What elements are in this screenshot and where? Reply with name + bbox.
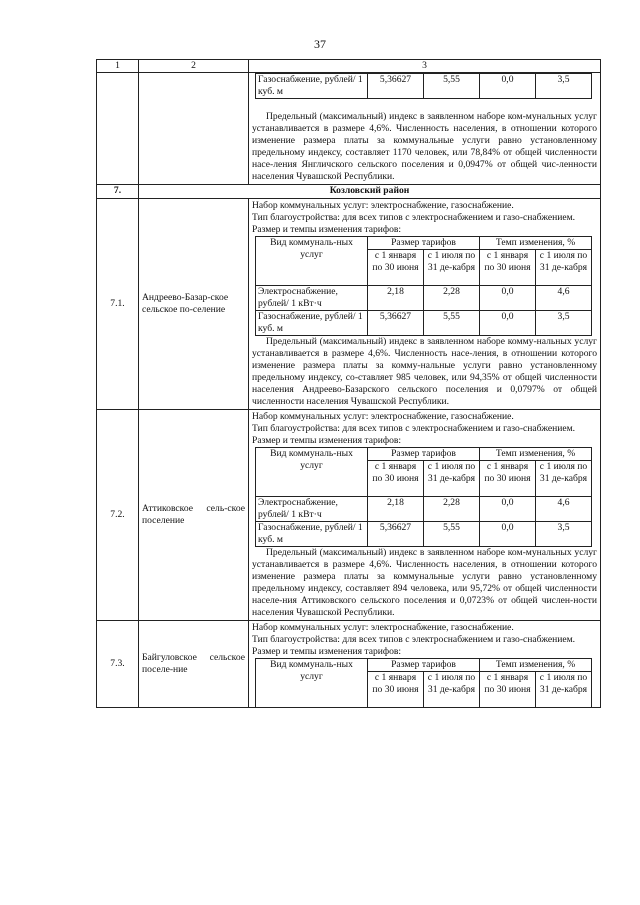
services-set: Набор коммунальных услуг: электроснабжение, газоснабжение. [252, 622, 514, 633]
service-header: Вид коммуналь-ных услуг [256, 448, 368, 497]
rate-jan-jun: 0,0 [480, 497, 536, 522]
rate-change-header: Темп изменения, % [480, 237, 592, 250]
services-set: Набор коммунальных услуг: электроснабжение, газоснабжение. [252, 200, 514, 211]
tariff-head-row [256, 237, 592, 250]
tariff-table [255, 236, 592, 336]
content-cell [249, 621, 601, 708]
period-jul-dec: с 1 июля по 31 де-кабря [424, 672, 480, 708]
row-number-cell [97, 73, 139, 185]
improvement-type: Тип благоустройства: для всех типов с электроснабжением и газо-снабжением. [252, 634, 576, 645]
period-jan-jun: с 1 января по 30 июня [480, 672, 536, 708]
tariff-jan-jun: 2,18 [368, 286, 424, 311]
col-number-3: 3 [249, 60, 601, 73]
row-number: 7.3. [97, 621, 139, 708]
gas-row [256, 522, 592, 547]
index-paragraph: Предельный (максимальный) индекс в заявленном наборе комму-нальных услуг устанавливается в размере 4,6%. Численность насе-ления, в отношении которого изменение размера платы за комму-нальные услуги равно установленному предельному индексу, со-ставляет 985 человек, или 94,35% от общей численности населения Андреево-Базарского сельского поселения и 0,0797% от общей численности населения Чувашской Республики. [252, 336, 597, 407]
settlement-row [97, 410, 601, 621]
tariff-label: Размер и темпы изменения тарифов: [252, 646, 402, 657]
period-jan-jun: с 1 января по 30 июня [368, 461, 424, 497]
period-jul-dec: с 1 июля по 31 де-кабря [536, 250, 592, 286]
settlement-cell [139, 73, 249, 185]
settlement-name: Аттиковское сель-ское поселение [139, 410, 249, 621]
tariff-jul-dec: 2,28 [424, 497, 480, 522]
tariff-jul-dec: 5,55 [424, 74, 480, 99]
tariff-jul-dec: 5,55 [424, 522, 480, 547]
settlement-name: Байгуловское сельское поселе-ние [139, 621, 249, 708]
gas-row [256, 74, 592, 99]
electricity-row [256, 497, 592, 522]
service-name: Электроснабжение, рублей/ 1 кВт·ч [256, 286, 368, 311]
period-jan-jun: с 1 января по 30 июня [368, 250, 424, 286]
improvement-type: Тип благоустройства: для всех типов с электроснабжением и газо-снабжением. [252, 212, 576, 223]
content-cell [249, 73, 601, 185]
settlement-name: Андреево-Базар-ское сельское по-селение [139, 199, 249, 410]
tariff-document-table [96, 59, 601, 708]
rate-change-header: Темп изменения, % [480, 448, 592, 461]
row-number: 7.2. [97, 410, 139, 621]
settlement-row [97, 199, 601, 410]
settlement-row [97, 621, 601, 708]
tariff-table [255, 447, 592, 547]
column-number-row [97, 60, 601, 73]
rate-jan-jun: 0,0 [480, 74, 536, 99]
rate-jul-dec: 3,5 [536, 74, 592, 99]
rate-jul-dec: 3,5 [536, 522, 592, 547]
district-section-row [97, 185, 601, 199]
page-number: 37 [314, 37, 326, 51]
period-jan-jun: с 1 января по 30 июня [480, 461, 536, 497]
rate-jul-dec: 3,5 [536, 311, 592, 336]
content-cell [249, 410, 601, 621]
tariff-jan-jun: 5,36627 [368, 522, 424, 547]
tariff-jan-jun: 5,36627 [368, 311, 424, 336]
period-jan-jun: с 1 января по 30 июня [480, 250, 536, 286]
continuation-row [97, 73, 601, 185]
tariff-label: Размер и темпы изменения тарифов: [252, 224, 402, 235]
tariff-table [255, 73, 592, 99]
tariff-jul-dec: 5,55 [424, 311, 480, 336]
col-number-1: 1 [97, 60, 139, 73]
service-header: Вид коммуналь-ных услуг [256, 659, 368, 708]
section-number: 7. [97, 185, 139, 199]
services-set: Набор коммунальных услуг: электроснабжение, газоснабжение. [252, 411, 514, 422]
electricity-row [256, 286, 592, 311]
improvement-type: Тип благоустройства: для всех типов с электроснабжением и газо-снабжением. [252, 423, 576, 434]
period-jul-dec: с 1 июля по 31 де-кабря [536, 461, 592, 497]
period-jul-dec: с 1 июля по 31 де-кабря [536, 672, 592, 708]
service-header: Вид коммуналь-ных услуг [256, 237, 368, 286]
tariff-label: Размер и темпы изменения тарифов: [252, 435, 402, 446]
tariff-size-header: Размер тарифов [368, 448, 480, 461]
tariff-jan-jun: 5,36627 [368, 74, 424, 99]
rate-jul-dec: 4,6 [536, 286, 592, 311]
col-number-2: 2 [139, 60, 249, 73]
period-jan-jun: с 1 января по 30 июня [368, 672, 424, 708]
tariff-size-header: Размер тарифов [368, 659, 480, 672]
service-name: Газоснабжение, рублей/ 1 куб. м [256, 74, 368, 99]
rate-jan-jun: 0,0 [480, 311, 536, 336]
tariff-size-header: Размер тарифов [368, 237, 480, 250]
gas-row [256, 311, 592, 336]
period-jul-dec: с 1 июля по 31 де-кабря [424, 250, 480, 286]
service-name: Газоснабжение, рублей/ 1 куб. м [256, 522, 368, 547]
tariff-head-row [256, 448, 592, 461]
tariff-jul-dec: 2,28 [424, 286, 480, 311]
tariff-head-row [256, 659, 592, 672]
index-paragraph: Предельный (максимальный) индекс в заявленном наборе ком-мунальных услуг устанавливается в размере 4,6%. Численность населения, в отношении которого изменение размера платы за коммунальные услуги равно установленному предельному индексу, составляет 894 человека, или 95,72% от общей численности населе-ния Аттиковского сельского поселения и 0,0723% от общей числен-ности населения Чувашской Республики. [252, 547, 597, 618]
tariff-table [255, 658, 592, 708]
tariff-jan-jun: 2,18 [368, 497, 424, 522]
service-name: Газоснабжение, рублей/ 1 куб. м [256, 311, 368, 336]
rate-jul-dec: 4,6 [536, 497, 592, 522]
row-number: 7.1. [97, 199, 139, 410]
rate-change-header: Темп изменения, % [480, 659, 592, 672]
content-cell [249, 199, 601, 410]
index-paragraph: Предельный (максимальный) индекс в заявленном наборе ком-мунальных услуг устанавливается в размере 4,6%. Численность населения, в отношении которого изменение размера платы за коммунальные услуги равно установленному предельному индексу, составляет 1170 человек, или 78,84% от общей численности насе-ления Янгличского сельского поселения и 0,0947% от общей чис-ленности населения Чувашской Республики. [252, 111, 597, 182]
rate-jan-jun: 0,0 [480, 522, 536, 547]
section-title: Козловский район [139, 185, 601, 199]
service-name: Электроснабжение, рублей/ 1 кВт·ч [256, 497, 368, 522]
rate-jan-jun: 0,0 [480, 286, 536, 311]
period-jul-dec: с 1 июля по 31 де-кабря [424, 461, 480, 497]
